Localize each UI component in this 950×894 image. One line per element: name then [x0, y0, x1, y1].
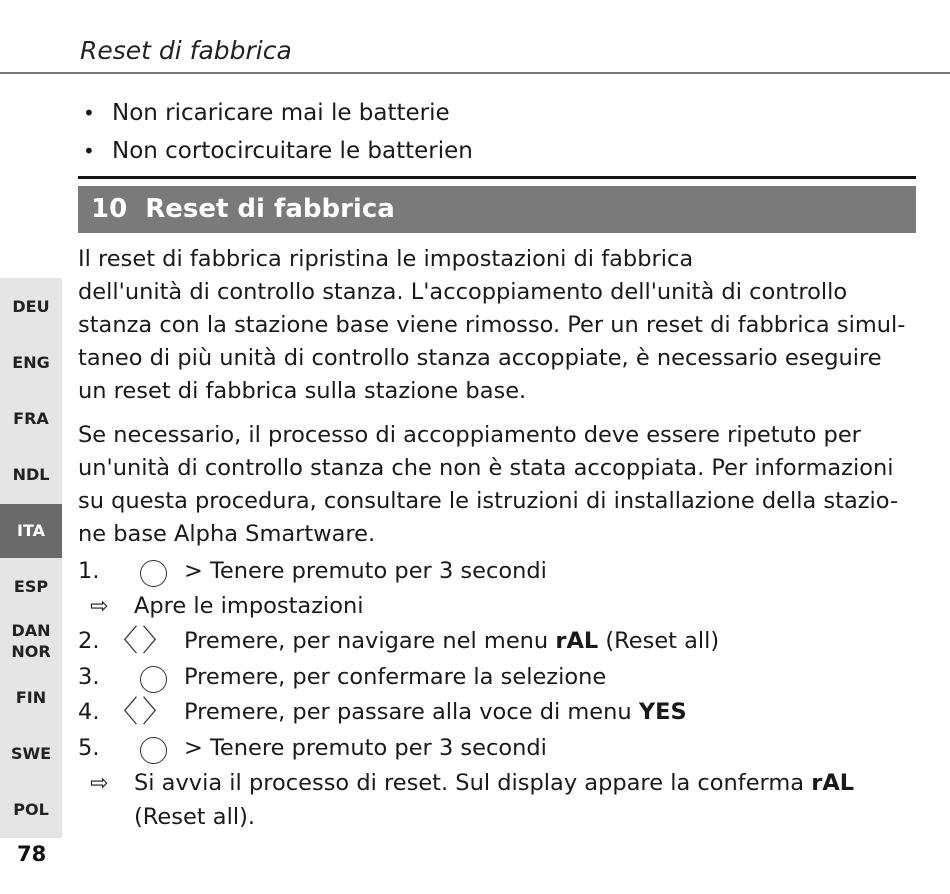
step-number: 1. — [78, 558, 100, 584]
step-text: > Tenere premuto per 3 secondi — [184, 558, 547, 584]
step-number: 5. — [78, 735, 100, 761]
paragraph-line: stanza con la stazione base viene rimosso. Per un reset di fabbrica simul- — [78, 312, 906, 338]
lang-tab-pol[interactable]: POL — [13, 800, 49, 819]
paragraph-line: Se necessario, il processo di accoppiamento deve essere ripetuto per — [78, 422, 861, 448]
lang-tab-ndl[interactable]: NDL — [12, 465, 50, 484]
pairing-paragraph — [78, 419, 923, 551]
lang-tab-fra[interactable]: FRA — [13, 409, 49, 428]
result-text-line: (Reset all). — [134, 804, 256, 830]
result-text-line: Si avvia il processo di reset. Sul display appare la conferma rAL — [134, 770, 855, 796]
lang-tab-fin[interactable]: FIN — [15, 688, 47, 707]
paragraph-line: ne base Alpha Smartware. — [78, 521, 376, 547]
section-heading — [78, 186, 916, 233]
step-number: 4. — [78, 699, 100, 725]
header-divider — [0, 72, 950, 74]
lang-tab-deu[interactable]: DEU — [12, 297, 50, 316]
result-arrow-icon: ⇨ — [90, 771, 109, 796]
lang-tab-eng[interactable]: ENG — [12, 353, 50, 372]
section-title: Reset di fabbrica — [145, 194, 395, 224]
warning-bullet-list — [80, 94, 473, 170]
result-text: Apre le impostazioni — [134, 593, 364, 619]
circle-button-icon — [140, 666, 167, 693]
paragraph-line: dell'unità di controllo stanza. L'accoppiamento dell'unità di controllo — [78, 279, 848, 305]
lang-tab-esp[interactable]: ESP — [13, 577, 49, 596]
intro-paragraph — [78, 243, 923, 408]
chevron-left-icon: 〈 — [108, 695, 138, 730]
bullet-item: • Non ricaricare mai le batterie — [80, 94, 473, 132]
step-text: > Tenere premuto per 3 secondi — [184, 735, 547, 761]
step-text: Premere, per passare alla voce di menu YES — [184, 699, 687, 725]
chevron-right-icon: 〉 — [142, 695, 172, 730]
paragraph-line: Il reset di fabbrica ripristina le impostazioni di fabbrica — [78, 246, 694, 272]
lang-tab-ita[interactable]: ITA — [0, 504, 62, 558]
running-head: Reset di fabbrica — [80, 36, 292, 65]
lang-tab-swe[interactable]: SWE — [10, 744, 52, 763]
step-number: 2. — [78, 628, 100, 654]
language-tabs — [0, 278, 62, 838]
step-text: Premere, per confermare la selezione — [184, 664, 607, 690]
section-number: 10 — [91, 194, 128, 224]
paragraph-line: taneo di più unità di controllo stanza accoppiate, è necessario eseguire — [78, 345, 882, 371]
chevron-right-icon: 〉 — [142, 624, 172, 659]
circle-button-icon — [140, 560, 167, 587]
section-divider — [78, 176, 916, 179]
menu-code: rAL — [555, 628, 599, 654]
paragraph-line: su questa procedura, consultare le istruzioni di installazione della stazio- — [78, 488, 899, 514]
step-number: 3. — [78, 664, 100, 690]
menu-code: YES — [638, 699, 687, 725]
step-text: Premere, per navigare nel menu rAL (Reset all) — [184, 628, 720, 654]
paragraph-line: un'unità di controllo stanza che non è stata accoppiata. Per informazioni — [78, 455, 894, 481]
result-arrow-icon: ⇨ — [90, 594, 109, 619]
chevron-left-icon: 〈 — [108, 624, 138, 659]
lang-tab-dan-nor[interactable]: DAN NOR — [11, 621, 51, 661]
bullet-item: • Non cortocircuitare le batterien — [80, 132, 473, 170]
circle-button-icon — [140, 737, 167, 764]
menu-code: rAL — [811, 770, 855, 796]
paragraph-line: un reset di fabbrica sulla stazione base. — [78, 378, 527, 404]
page-number: 78 — [17, 842, 47, 866]
